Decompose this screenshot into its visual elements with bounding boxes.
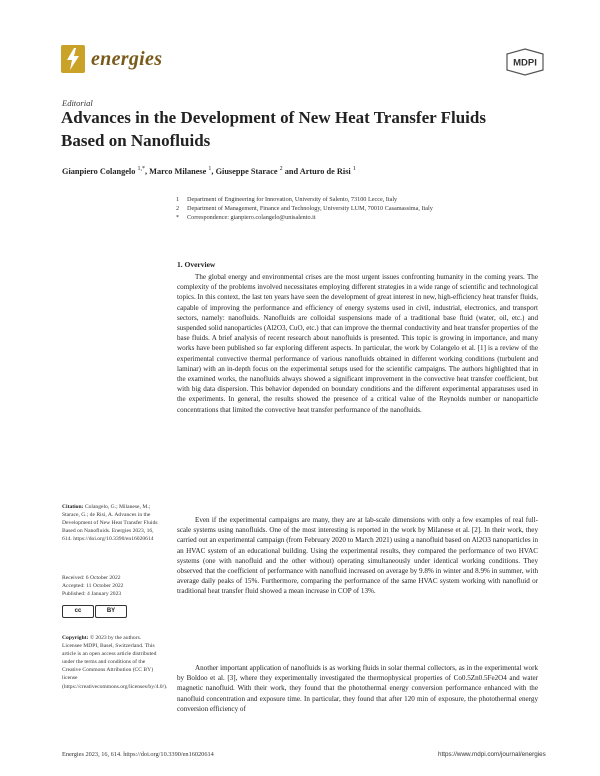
footer-journal-url[interactable]: https://www.mdpi.com/journal/energies [438,751,546,758]
mdpi-logo-text: MDPI [513,57,537,69]
received-date: Received: 6 October 2022 [62,575,121,581]
copyright-block [62,634,168,691]
cc-by-icon[interactable]: BY [95,605,127,618]
published-date: Published: 4 January 2023 [62,591,122,597]
article-type: Editorial [62,98,93,108]
affiliation-mark: * [176,214,180,221]
correspondence-email[interactable]: Correspondence: gianpiero.colangelo@unisalento.it [187,214,316,221]
cc-license-icon[interactable]: cc [62,605,94,618]
citation-block [62,503,162,543]
body-paragraph: Even if the experimental campaigns are many, they are at lab-scale dimensions with only a few examples of real full-scale systems using nanofluids. One of the most interesting is reported in the work by Milanese et al. [2]. In their work, they carried out an experimental campaign (from February 2020 to March 2021) using a nanofluid based on Al2O3 nanoparticles in an HVAC system of an educational building. Using the experimental results, they compared the performance of two HVAC systems (one with nanofluid and the other without) operating simultaneously under identical working conditions. They observed that the coefficient of performance with nanofluid increased on average by 9.8% in winter and 8.9% in summer, with average daily peaks of 15%. Furthermore, comparing the performance of the same HVAC system working with nanofluid or traditional heat transfer fluid showed a mean increase in COP of 13%. [177,516,538,596]
author-sup: 1,* [137,166,145,172]
affiliation-mark: 1 [176,196,180,203]
body-paragraph: The global energy and environmental crises are the most urgent issues confronting humanity in the coming years. The complexity of the problems involved necessitates employing different strategies in a wide range of scientific and technological topics. In this context, the last ten years have seen the development of great interest in new, high-efficiency heat transfer fluids, capable of improving the performance and efficiency of energy systems used in civil, industrial, electronics, and transport sectors, namely: nanofluids. Nanofluids are colloidal suspensions made of a traditional base fluid (water, oil, etc.) and suspended solid nanoparticles (Al2O3, CuO, etc.) that can improve the thermal conductivity and heat transfer properties of the base fluids. A brief analysis of recent research about nanofluids is presented. This topic is growing in importance, and many works have been published so far exploring different aspects. In particular, the work by Colangelo et al. [1] is a review of the experimental convective thermal performance of various nanofluids obtained in different working conditions (turbulent and laminar) with an in-depth focus on the experimental setups used for the scientific campaigns. The authors highlighted that in the examined works, the nanofluids always showed a significant improvement in the convective heat transfer coefficient, but with big data dispersion. This behavior depended on boundary conditions and the different experimental apparatuses used in the experiments. In general, the results showed the presence of a critical value of the Reynolds number or nanoparticle concentrations that limited the convective heat transfer performance of the nanofluids. [177,273,538,414]
author-list: Gianpiero Colangelo $^{1,*}$, Marco Milanese $^1$, Giuseppe Starace $^2$ and Arturo de Risi $^1$ [62,166,356,176]
affiliation [176,196,397,203]
affiliation [176,205,433,212]
author-sup: 1 [352,166,356,172]
body-paragraph: Another important application of nanofluids is as working fluids in solar thermal collectors, as in the experimental work by Boldoo et al. [3], where they experimentally investigated the thermophysical properties of Co0.5Zn0.5Fe2O4 and water magnetic nanofluid. With their work, they found that the photothermal energy conversion performance enhanced with the nanofluid concentration and exposure time. In particular, they found that after 120 min of exposure, the photothermal energy conversion efficiency of [177,664,538,713]
author-sup: 1 [208,166,212,172]
article-title: Advances in the Development of New Heat Transfer Fluids Based on Nanofluids [61,108,486,150]
accepted-date: Accepted: 11 October 2022 [62,583,124,589]
author-name[interactable]: Arturo de Risi [299,166,351,176]
affiliation-text: Department of Engineering for Innovation, University of Salento, 73100 Lecce, Italy [187,196,398,203]
mdpi-logo-icon[interactable] [505,48,545,76]
correspondence [176,214,316,221]
copyright-text: © 2023 by the authors. Licensee MDPI, Basel, Switzerland. This article is an open access article distributed under the terms and conditions of the Creative Commons Attribution (CC BY) license (https://creativecommons.org/licenses/by/4.0/). [62,635,168,690]
journal-name[interactable]: energies [91,48,163,70]
citation-text[interactable]: Colangelo, G.; Milanese, M.; Starace, G.; de Risi, A. Advances in the Development of New Heat Transfer Fluids Based on Nanofluids. Energies 2023, 16, 614. https://doi.org/10.3390/en16020614 [62,504,158,543]
copyright-label: Copyright: [62,635,89,641]
citation-label: Citation: [62,504,84,510]
footer-citation[interactable]: Energies 2023, 16, 614. https://doi.org/10.3390/en16020614 [62,751,214,758]
section-heading: 1. Overview [177,260,216,269]
author-name[interactable]: Giuseppe Starace [215,166,278,176]
journal-logo-icon [61,45,85,73]
author-name[interactable]: Marco Milanese [149,166,207,176]
author-name[interactable]: Gianpiero Colangelo [62,166,136,176]
affiliation-text: Department of Management, Finance and Technology, University LUM, 70010 Casamassima, Italy [187,205,433,212]
affiliation-mark: 2 [176,205,180,212]
author-sup: 2 [279,166,283,172]
